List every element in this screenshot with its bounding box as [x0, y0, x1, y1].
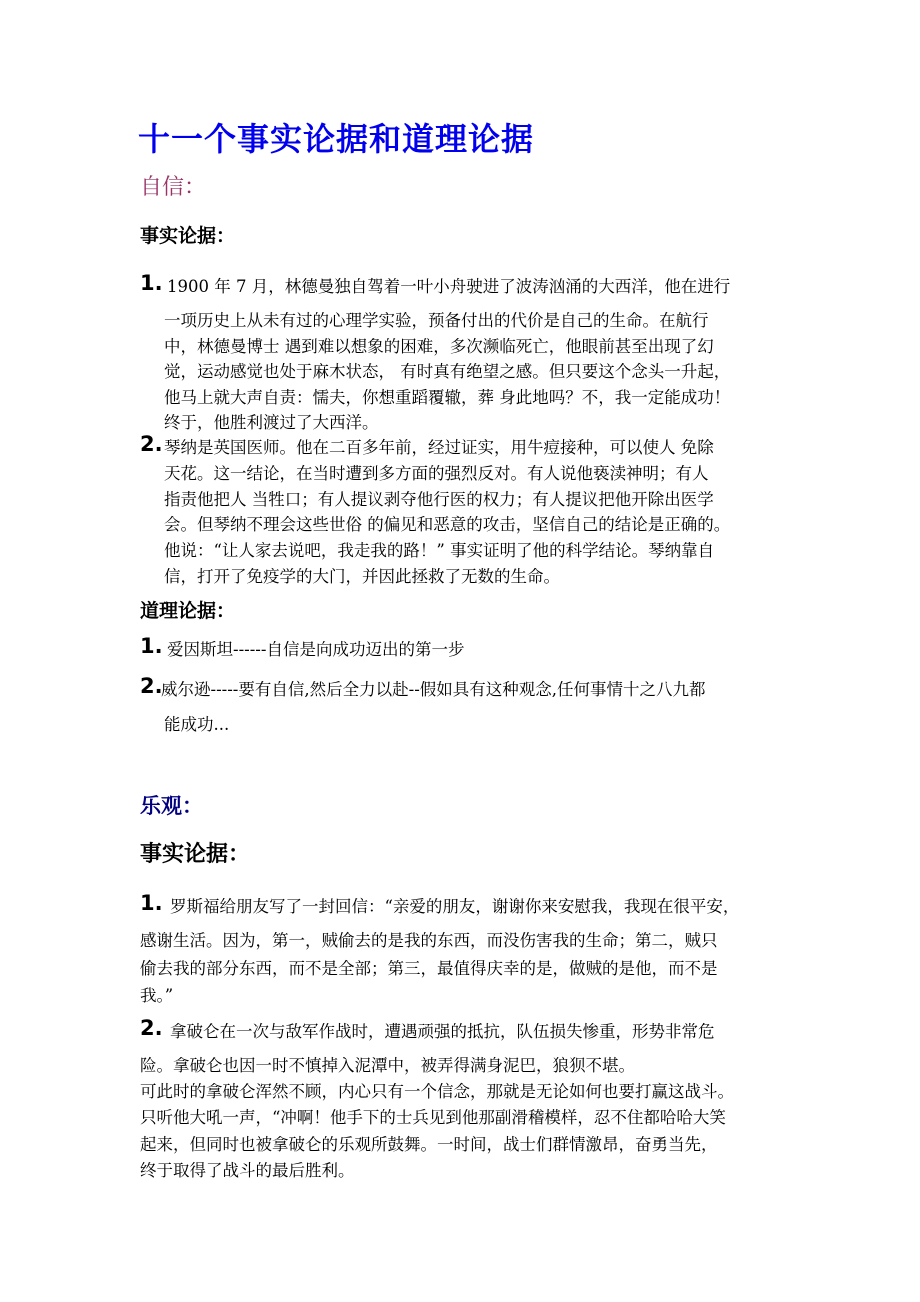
section-heading-optimism: 乐观： [140, 794, 203, 818]
text-line: 终于，他胜利渡过了大西洋。 [164, 413, 379, 432]
list-number: 1. [140, 634, 163, 658]
text-line: 罗斯福给朋友写了一封回信：“亲爱的朋友，谢谢你来安慰我，我现在很平安， [170, 897, 740, 916]
list-number: 2. [140, 1016, 163, 1040]
text-line: 拿破仑在一次与敌军作战时，遭遇顽强的抵抗，队伍损失惨重，形势非常危 [170, 1022, 715, 1041]
text-line: 指责他把人 当牲口；有人提议剥夺他行医的权力；有人提议把他开除出医学 [164, 490, 714, 509]
text-line: 险。拿破仑也因一时不慎掉入泥潭中，被弄得满身泥巴，狼狈不堪。 [140, 1056, 635, 1075]
list-number: 1. [140, 891, 163, 915]
text-line: 威尔逊-----要有自信,然后全力以赴--假如具有这种观念,任何事情十之八九都 [161, 680, 706, 699]
fact-heading-confidence: 事实论据： [140, 225, 236, 247]
page-title: 十一个事实论据和道理论据 [138, 120, 535, 158]
section-heading-confidence: 自信： [140, 175, 207, 200]
list-number: 2. [140, 432, 163, 456]
text-line: 偷去我的部分东西，而不是全部；第三，最值得庆幸的是，做贼的是他，而不是 [140, 959, 718, 978]
text-line: 能成功... [164, 715, 230, 734]
fact-heading-optimism: 事实论据： [140, 842, 251, 867]
text-line: 会。但琴纳不理会这些世俗 的偏见和恶意的攻击，坚信自己的结论是正确的。 [164, 515, 731, 534]
text-line: 爱因斯坦------自信是向成功迈出的第一步 [167, 640, 465, 659]
text-line: 他马上就大声自责：懦夫，你想重蹈覆辙，葬 身此地吗？不，我一定能成功！ [164, 388, 731, 407]
text-line: 1900 年 7 月，林德曼独自驾着一叶小舟驶进了波涛汹涌的大西洋，他在进行 [167, 277, 731, 296]
text-line: 一项历史上从未有过的心理学实验，预备付出的代价是自己的生命。在航行 [164, 311, 709, 330]
text-line: 信，打开了免疫学的大门，并因此拯救了无数的生命。 [164, 567, 560, 586]
text-line: 我。” [140, 986, 174, 1005]
text-line: 起来，但同时也被拿破仑的乐观所鼓舞。一时间，战士们群情激昂，奋勇当先， [140, 1135, 718, 1154]
text-line: 中，林德曼博士 遇到难以想象的困难，多次濒临死亡，他眼前甚至出现了幻 [164, 337, 714, 356]
text-line: 感谢生活。因为，第一，贼偷去的是我的东西，而没伤害我的生命；第二，贼只 [140, 931, 718, 950]
text-line: 琴纳是英国医师。他在二百多年前，经过证实，用牛痘接种，可以使人 免除 [164, 438, 714, 457]
text-line: 觉，运动感觉也处于麻木状态， 有时真有绝望之感。但只要这个念头一升起， [164, 362, 731, 381]
text-line: 他说：“让人家去说吧，我走我的路！” 事实证明了他的科学结论。琴纳靠自 [164, 541, 715, 560]
list-number: 1. [140, 271, 163, 295]
text-line: 终于取得了战斗的最后胜利。 [140, 1161, 355, 1180]
text-line: 可此时的拿破仑浑然不顾，内心只有一个信念，那就是无论如何也要打赢这战斗。 [140, 1082, 734, 1101]
list-number: 2. [140, 674, 163, 698]
text-line: 天花。这一结论，在当时遭到多方面的强烈反对。有人说他亵渎神明；有人 [164, 464, 709, 483]
reason-heading-confidence: 道理论据： [140, 600, 236, 622]
text-line: 只听他大吼一声，“冲啊！他手下的士兵见到他那副滑稽模样，忍不住都哈哈大笑 [140, 1108, 726, 1127]
